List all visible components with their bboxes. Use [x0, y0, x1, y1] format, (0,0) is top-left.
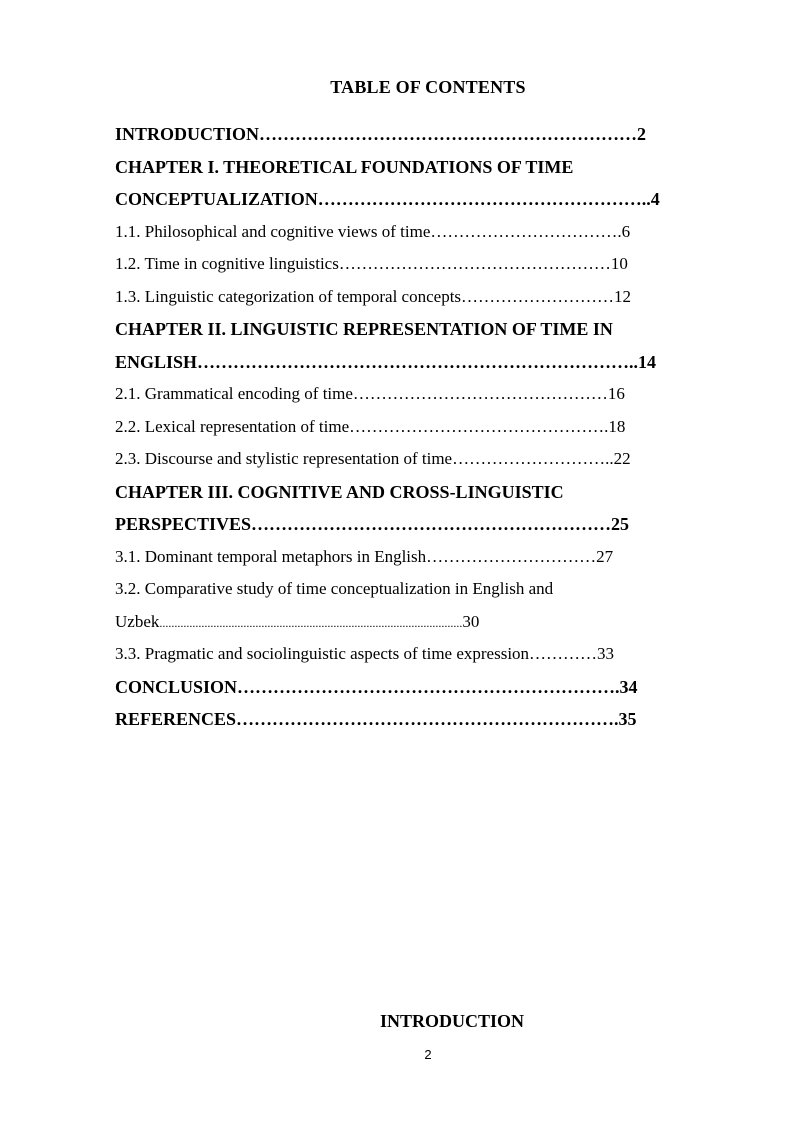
table-of-contents	[115, 118, 695, 736]
toc-entry-2-3: 2.3. Discourse and stylistic representation of time………………………..22	[115, 449, 631, 468]
toc-entry-3-1: 3.1. Dominant temporal metaphors in English…………………………27	[115, 546, 614, 566]
page-number: 2	[424, 1047, 432, 1062]
toc-entry-chapter-1-line-2: CONCEPTUALIZATION………………………………………………..4	[115, 189, 660, 209]
toc-entry-1-2: 1.2. Time in cognitive linguistics…………………………………………10	[115, 254, 628, 273]
toc-leader-dots: .....................................................................................................	[159, 615, 463, 630]
toc-title: TABLE OF CONTENTS	[330, 77, 526, 97]
toc-entry-chapter-3-line-1: CHAPTER III. COGNITIVE AND CROSS-LINGUISTIC	[115, 481, 564, 502]
toc-entry-references: REFERENCES……………………………………………………….35	[115, 709, 637, 729]
toc-page-number: 30	[462, 611, 480, 631]
toc-entry-conclusion: CONCLUSION……………………………………………………….34	[115, 676, 638, 697]
toc-entry-introduction: INTRODUCTION………………………………………………………2	[115, 124, 647, 144]
toc-entry-3-2-line-1: 3.2. Comparative study of time conceptualization in English and	[115, 579, 554, 598]
toc-entry-2-1: 2.1. Grammatical encoding of time………………………………………16	[115, 384, 625, 403]
toc-entry-3-2-text: Uzbek	[115, 611, 160, 631]
toc-entry-chapter-2-line-1: CHAPTER II. LINGUISTIC REPRESENTATION OF TIME IN	[115, 319, 613, 339]
toc-entry-1-3: 1.3. Linguistic categorization of temporal concepts………………………12	[115, 286, 632, 306]
toc-entry-2-2: 2.2. Lexical representation of time……………………………………….18	[115, 416, 626, 436]
toc-entry-chapter-2-line-2: ENGLISH………………………………………………………………..14	[115, 351, 657, 372]
toc-entry-3-3: 3.3. Pragmatic and sociolinguistic aspects of time expression…………33	[115, 644, 615, 663]
toc-entry-1-1: 1.1. Philosophical and cognitive views of time…………………………….6	[115, 221, 631, 241]
toc-entry-chapter-1-line-1: CHAPTER I. THEORETICAL FOUNDATIONS OF TIME	[115, 156, 574, 177]
toc-entry-chapter-3-line-2: PERSPECTIVES……………………………………………………25	[115, 514, 630, 534]
introduction-heading: INTRODUCTION	[379, 1011, 525, 1031]
toc-entry-3-2-line-2	[115, 606, 695, 639]
